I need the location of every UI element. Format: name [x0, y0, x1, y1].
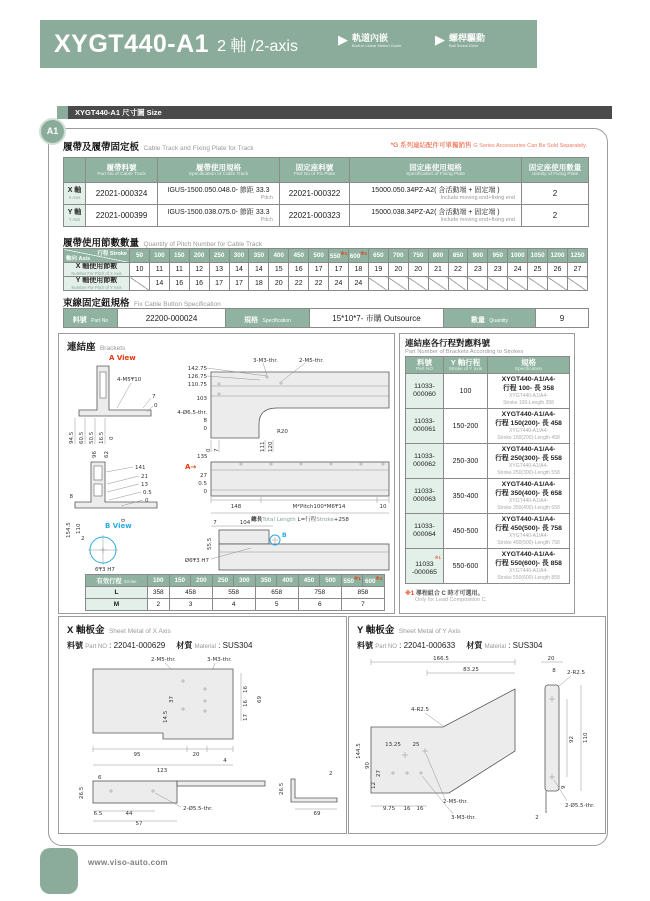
stroke-col: 750: [408, 249, 428, 263]
svg-text:26.5: 26.5: [279, 782, 285, 795]
svg-text:0: 0: [206, 448, 212, 452]
y-axis-pitch-label: Y 軸使用節數 Number For Pitch of Y Axis: [64, 277, 130, 291]
svg-text:57: 57: [135, 821, 143, 827]
length-cell: 358: [148, 587, 170, 599]
svg-text:4-R2.5: 4-R2.5: [411, 707, 430, 713]
lead-composition-note: ※1 導程組合 C 時才可選用。 Only for Lead Composition C.: [405, 591, 488, 603]
svg-text:69: 69: [257, 696, 263, 703]
svg-text:A→: A→: [185, 463, 197, 471]
stroke-col: 1250: [567, 249, 587, 263]
stroke-col: 1200: [548, 249, 568, 263]
svg-text:13.25: 13.25: [385, 742, 401, 748]
svg-text:2: 2: [535, 815, 539, 821]
svg-text:27: 27: [200, 473, 207, 479]
axis-label: X 軸 X Axis: [64, 183, 86, 205]
svg-text:50.5: 50.5: [89, 431, 95, 444]
table-row: [406, 409, 570, 444]
pitch-cell: 16: [289, 263, 309, 277]
pitch-cell: 18: [348, 263, 368, 277]
stroke-col: 600$^{※1}$: [348, 249, 368, 263]
pitch-cell: 19: [368, 263, 388, 277]
pitch-cell: 20: [388, 263, 408, 277]
table-row: [406, 549, 570, 584]
pitch-cell: 14: [149, 277, 169, 291]
svg-text:2-Ø5.5-thr.: 2-Ø5.5-thr.: [183, 806, 213, 812]
pitch-cell: 24: [348, 277, 368, 291]
svg-text:0: 0: [121, 518, 127, 522]
axis-subtitle: 2 軸 /2-axis: [217, 37, 298, 55]
pitch-cell: 18: [249, 277, 269, 291]
pitch-cell-empty: [468, 277, 488, 291]
svg-text:110.75: 110.75: [187, 382, 207, 388]
pitch-cell: 22: [289, 277, 309, 291]
table-row: [64, 205, 589, 227]
brackets-drawing: [61, 350, 391, 572]
pitch-cell: 26: [548, 263, 568, 277]
pitch-cell: 22: [448, 263, 468, 277]
a1-badge: A1: [39, 118, 66, 145]
bracket-spec: XYGT440-A1/A4- 行程 100- 長 358 XYGT440-A1/A4- Stroke 100-Length 358: [488, 374, 570, 409]
svg-text:90: 90: [365, 762, 371, 769]
part-no: 22021-000399: [86, 205, 158, 227]
part-no: ※1 11033 -000065: [406, 549, 444, 584]
stroke-col: 550$^{※1}$: [329, 249, 349, 263]
stroke-label: 有效行程 Stroke: [86, 575, 148, 587]
table-row: [64, 183, 589, 205]
size-bar: XYGT440-A1 尺寸圖 Size: [68, 106, 612, 119]
svg-text:3-M3-thr.: 3-M3-thr.: [451, 815, 476, 821]
pitch-cell-empty: [408, 277, 428, 291]
pitch-cell-empty: [388, 277, 408, 291]
stroke-col: 350: [255, 575, 277, 587]
col-header: 規格 Specification: [488, 357, 570, 374]
pitch-cell: 11: [169, 263, 189, 277]
pitch-cell: 13: [209, 263, 229, 277]
row-label: L: [86, 587, 148, 599]
col-header: 料號 Part NO: [406, 357, 444, 374]
table-row: [406, 374, 570, 409]
pitch-cell: 16: [189, 277, 209, 291]
stroke-col: 150: [169, 575, 191, 587]
pitch-cell-empty: [448, 277, 468, 291]
svg-text:0: 0: [145, 498, 149, 504]
svg-text:6₸3 H7: 6₸3 H7: [95, 567, 115, 572]
stroke-col: 100: [149, 249, 169, 263]
stroke-col: 400: [269, 249, 289, 263]
row-label: M: [86, 599, 148, 611]
qty: 2: [522, 205, 589, 227]
length-cell: 558: [212, 587, 255, 599]
feature-2-en: Ball Screw Drive: [449, 43, 479, 48]
svg-text:13: 13: [141, 482, 148, 488]
bracket-spec: XYGT440-A1/A4- 行程 450(500)- 長 758 XYGT440-A1/A4- Stroke 450(500)-Length 758: [488, 514, 570, 549]
table-row: [406, 514, 570, 549]
stroke-col: 550$^{※1}$: [341, 575, 363, 587]
bracket-parts-box: [399, 333, 575, 614]
corner-blank: [64, 158, 86, 183]
svg-text:8: 8: [69, 494, 73, 500]
svg-text:62: 62: [104, 451, 110, 458]
stroke-col: 400: [277, 575, 299, 587]
m-cell: 6: [298, 599, 341, 611]
svg-text:154.5: 154.5: [66, 522, 72, 538]
part-no: 11033- 000061: [406, 409, 444, 444]
col-header: 履帶料號 Part No of Cable Track: [86, 158, 158, 183]
svg-text:16: 16: [243, 700, 249, 707]
brackets-box: [58, 333, 395, 614]
stroke-range: 150-200: [444, 409, 488, 444]
svg-text:37: 37: [169, 696, 175, 703]
svg-text:2: 2: [329, 771, 333, 777]
fix-part-no: 22021-000323: [280, 205, 350, 227]
length-cell: 458: [169, 587, 212, 599]
feature-1-en: Built-in Linear Motion Guide: [352, 43, 402, 48]
pitch-cell: 10: [130, 263, 150, 277]
part-no: 11033- 000062: [406, 444, 444, 479]
pitch-cell: 15: [269, 263, 289, 277]
pitch-cell: 20: [269, 277, 289, 291]
button-part-no: 22200-000024: [118, 309, 226, 328]
cable-button-section-title: 束線固定鈕規格 Fix Cable Button Specification: [63, 298, 221, 309]
length-row: [86, 587, 385, 599]
pitch-x-row: [64, 263, 588, 277]
svg-text:120: 120: [268, 441, 274, 452]
stroke-col: 250: [209, 249, 229, 263]
svg-text:95: 95: [133, 752, 141, 758]
pitch-y-row: [64, 277, 588, 291]
fix-part-no: 22021-000322: [280, 183, 350, 205]
bracket-spec: XYGT440-A1/A4- 行程 550(600)- 長 858 XYGT440-A1/A4- Stroke 550(600)-Length 858: [488, 549, 570, 584]
svg-text:3-M3-thr.: 3-M3-thr.: [207, 657, 232, 663]
svg-text:103: 103: [196, 396, 207, 402]
sheet-x-drawing: [65, 653, 340, 828]
svg-text:B View: B View: [105, 522, 132, 530]
qty: 2: [522, 183, 589, 205]
stroke-range: 450-500: [444, 514, 488, 549]
sheet-y-partline: 料號 Part NO : 22041-000633 材質 Material : SUS304: [357, 641, 543, 650]
stroke-range: 100: [444, 374, 488, 409]
g-series-note: *G 系列連結配件可單獨銷售 G Series Accessories Can Be Sold Separately.: [390, 142, 587, 149]
svg-text:0: 0: [203, 489, 207, 495]
pitch-cell: 24: [329, 277, 349, 291]
svg-text:17: 17: [243, 714, 249, 721]
svg-text:6: 6: [98, 775, 102, 781]
svg-text:0: 0: [154, 403, 158, 409]
svg-text:2-M5-thr.: 2-M5-thr.: [299, 358, 324, 364]
m-row: [86, 599, 385, 611]
svg-text:111: 111: [260, 441, 266, 452]
fix-spec: 15000.038.34PZ-A2( 含活動端 + 固定端 ) Include moving end+fixing end: [350, 205, 522, 227]
stroke-col: 950: [488, 249, 508, 263]
svg-text:148: 148: [230, 504, 242, 510]
pitch-cell-empty: [130, 277, 150, 291]
stroke-col: 450: [298, 575, 320, 587]
feature-2: [435, 33, 485, 49]
stroke-range: 550-600: [444, 549, 488, 584]
svg-text:A View: A View: [109, 354, 136, 362]
axis-label: Y 軸 Y Axis: [64, 205, 86, 227]
stroke-col: 200: [189, 249, 209, 263]
col-header: Y 軸行程 Stroke of Y axis: [444, 357, 488, 374]
pitch-cell: 17: [229, 277, 249, 291]
stroke-col: 450: [289, 249, 309, 263]
length-cell: 658: [255, 587, 298, 599]
svg-text:83.25: 83.25: [463, 667, 479, 673]
pitch-cell: 21: [428, 263, 448, 277]
svg-text:4-Ø6.5-thr.: 4-Ø6.5-thr.: [177, 410, 207, 416]
pitch-cell: 22: [309, 277, 329, 291]
pitch-cell-empty: [428, 277, 448, 291]
size-bar-chip: [57, 106, 68, 119]
pitch-cell-empty: [528, 277, 548, 291]
button-qty: 9: [536, 309, 589, 328]
stroke-col: 250: [212, 575, 234, 587]
feature-1: [338, 33, 401, 49]
header-band: [40, 20, 537, 68]
pitch-section-title: 履帶使用節數數量 Quantity of Pitch Number for Cable Track: [63, 238, 262, 249]
svg-text:R20: R20: [277, 429, 288, 435]
pitch-cell: 12: [189, 263, 209, 277]
stroke-col: 350: [249, 249, 269, 263]
pitch-cell: 23: [468, 263, 488, 277]
svg-text:69: 69: [313, 811, 321, 817]
arrow-icon: ▶: [435, 32, 445, 47]
stroke-col: 900: [468, 249, 488, 263]
svg-text:144.5: 144.5: [356, 743, 362, 759]
stroke-col: 500: [309, 249, 329, 263]
track-section-title: 履帶及履帶固定板 Cable Track and Fixing Plate for Track: [63, 142, 254, 153]
pitch-cell: 16: [169, 277, 189, 291]
brackets-title: 連結座 Brackets: [67, 342, 126, 353]
stroke-range: 350-400: [444, 479, 488, 514]
part-no: 11033- 000064: [406, 514, 444, 549]
col-header: 固定座使用數量 Uantity of Fixing Plate: [522, 158, 589, 183]
part-no: 22021-000324: [86, 183, 158, 205]
svg-text:7: 7: [213, 520, 217, 526]
svg-text:3-M3-thr.: 3-M3-thr.: [253, 358, 278, 364]
pitch-cell-empty: [548, 277, 568, 291]
bracket-spec: XYGT440-A1/A4- 行程 350(400)- 長 658 XYGT440-A1/A4- Stroke 350(400)-Length 658: [488, 479, 570, 514]
stroke-axis-corner: 行程 Stroke 軸向 Axis: [64, 249, 130, 263]
effective-stroke-table: [85, 574, 385, 611]
svg-text:21: 21: [141, 474, 148, 480]
table-row: [406, 479, 570, 514]
svg-text:16: 16: [243, 686, 249, 693]
svg-text:M*Pitch100*M6₸14: M*Pitch100*M6₸14: [292, 504, 346, 510]
svg-text:B: B: [282, 532, 287, 539]
m-cell: 2: [148, 599, 170, 611]
dimension-panel: [48, 128, 608, 846]
length-cell: 758: [298, 587, 341, 599]
stroke-col: 200: [191, 575, 213, 587]
svg-text:96: 96: [92, 451, 98, 458]
bracket-parts-table: [405, 356, 570, 584]
part-no: 11033- 000060: [406, 374, 444, 409]
label-part-no: 料號 Part No: [64, 309, 118, 328]
pitch-cell: 23: [488, 263, 508, 277]
svg-text:60.5: 60.5: [79, 431, 85, 444]
svg-text:126.75: 126.75: [187, 374, 207, 380]
sheet-y-title: Y 軸板金 Sheet Metal of Y Axis: [357, 625, 461, 636]
svg-text:4: 4: [223, 758, 227, 764]
svg-text:9.75: 9.75: [382, 806, 396, 812]
svg-text:6.5: 6.5: [93, 811, 103, 817]
sheet-x-title: X 軸板金 Sheet Metal of X Axis: [67, 625, 171, 636]
label-spec: 規格 Specification: [226, 309, 310, 328]
bracket-spec: XYGT440-A1/A4- 行程 250(300)- 長 558 XYGT440-A1/A4- Stroke 250(300)-Length 558: [488, 444, 570, 479]
stroke-range: 250-300: [444, 444, 488, 479]
svg-text:8: 8: [203, 418, 207, 424]
stroke-col: 1000: [508, 249, 528, 263]
pitch-cell-empty: [508, 277, 528, 291]
svg-text:8: 8: [552, 668, 556, 674]
part-no: 11033- 000063: [406, 479, 444, 514]
stroke-col: 100: [148, 575, 170, 587]
svg-text:14.5: 14.5: [163, 710, 169, 723]
sheet-y-drawing: [353, 651, 603, 829]
stroke-col: 600$^{※1}$: [363, 575, 385, 587]
svg-text:9: 9: [561, 785, 567, 789]
table-row: [406, 444, 570, 479]
svg-text:123: 123: [156, 768, 168, 774]
stroke-col: 1050: [528, 249, 548, 263]
pitch-cell: 14: [249, 263, 269, 277]
viso-logo: [40, 848, 78, 894]
svg-text:142.75: 142.75: [187, 366, 207, 372]
svg-text:94.5: 94.5: [69, 431, 75, 444]
pitch-header-row: [64, 249, 588, 263]
svg-text:7: 7: [214, 448, 220, 452]
svg-text:110: 110: [583, 732, 589, 743]
label-qty: 數量 Quantity: [444, 309, 536, 328]
svg-text:2: 2: [81, 536, 85, 542]
svg-text:104: 104: [239, 520, 251, 526]
svg-text:0.5: 0.5: [143, 490, 152, 496]
button-spec: 15*10*7- 市購 Outsource: [310, 309, 444, 328]
svg-text:0: 0: [109, 436, 115, 440]
stroke-col: 500: [320, 575, 342, 587]
feature-2-zh: 螺桿驅動: [449, 33, 486, 43]
m-cell: 5: [255, 599, 298, 611]
stroke-col: 850: [448, 249, 468, 263]
pitch-cell-empty: [567, 277, 587, 291]
svg-text:0: 0: [203, 426, 207, 432]
svg-text:4-M5₸10: 4-M5₸10: [117, 377, 142, 383]
bracket-parts-title: 連結座各行程對應料號 Part Number of Brackets According to Strokes: [405, 338, 524, 355]
svg-text:110: 110: [76, 523, 82, 534]
pitch-cell-empty: [368, 277, 388, 291]
bracket-spec: XYGT440-A1/A4- 行程 150(200)- 長 458 XYGT440-A1/A4- Stroke 150(200)-Length 458: [488, 409, 570, 444]
website-url: www.viso-auto.com: [88, 858, 168, 867]
svg-text:141: 141: [135, 465, 146, 471]
pitch-table: [63, 248, 588, 291]
pitch-cell: 17: [329, 263, 349, 277]
stroke-col: 150: [169, 249, 189, 263]
stroke-col: 800: [428, 249, 448, 263]
svg-text:2-M5-thr.: 2-M5-thr.: [443, 799, 468, 805]
pitch-cell: 24: [508, 263, 528, 277]
x-axis-pitch-label: X 軸使用節數 Number For Pitch of X Axis: [64, 263, 130, 277]
pitch-cell: 27: [567, 263, 587, 277]
col-header: 履帶使用規格 Specification of Cable Track: [158, 158, 280, 183]
svg-text:20: 20: [547, 656, 555, 662]
m-cell: 7: [341, 599, 384, 611]
arrow-icon: ▶: [338, 32, 348, 47]
pitch-cell: 11: [149, 263, 169, 277]
col-header: 固定座使用規格 Specification of Fixing Plate: [350, 158, 522, 183]
svg-text:44: 44: [125, 811, 133, 817]
stroke-col: 650: [368, 249, 388, 263]
svg-text:Ø6₸3 H7: Ø6₸3 H7: [184, 558, 209, 564]
svg-text:16: 16: [403, 806, 411, 812]
svg-text:20: 20: [192, 752, 200, 758]
col-header: 固定座料號 Part No of Fix Plate: [280, 158, 350, 183]
m-cell: 3: [169, 599, 212, 611]
svg-text:166.5: 166.5: [433, 656, 449, 662]
sheet-x-box: [58, 616, 347, 834]
svg-text:27: 27: [376, 770, 382, 777]
track-spec: IGUS-1500.050.048.0- 節距 33.3 Pitch: [158, 183, 280, 205]
svg-text:16.5: 16.5: [99, 431, 105, 444]
svg-text:92: 92: [569, 736, 575, 743]
stroke-col: 300: [229, 249, 249, 263]
length-cell: 858: [341, 587, 384, 599]
pitch-cell: 20: [408, 263, 428, 277]
cable-track-table: [63, 157, 589, 227]
svg-text:16: 16: [416, 806, 424, 812]
pitch-cell: 17: [209, 277, 229, 291]
svg-text:10: 10: [379, 504, 387, 510]
stroke-col: 50: [130, 249, 150, 263]
sheet-x-partline: 料號 Part NO : 22041-000629 材質 Material : SUS304: [67, 641, 253, 650]
sheet-y-box: [348, 616, 606, 834]
svg-text:0.5: 0.5: [198, 481, 207, 487]
svg-text:2-R2.5: 2-R2.5: [567, 670, 586, 676]
svg-text:總長Total Length L=行程Stroke+258: 總長Total Length L=行程Stroke+258: [251, 517, 349, 523]
svg-text:2-M5-thr.: 2-M5-thr.: [151, 657, 176, 663]
stroke-col: 700: [388, 249, 408, 263]
stroke-col: 300: [234, 575, 256, 587]
page-title: XYGT440-A1: [54, 29, 210, 58]
svg-text:12: 12: [371, 782, 377, 789]
fix-spec: 15000.050.34PZ-A2( 含活動端 + 固定端 ) Include moving end+fixing end: [350, 183, 522, 205]
track-spec: IGUS-1500.038.075.0- 節距 33.3 Pitch: [158, 205, 280, 227]
svg-text:2-Ø5.5-thr.: 2-Ø5.5-thr.: [565, 803, 595, 809]
feature-1-zh: 軌道內嵌: [352, 33, 389, 43]
svg-text:26.5: 26.5: [79, 786, 85, 799]
m-cell: 4: [212, 599, 255, 611]
pitch-cell-empty: [488, 277, 508, 291]
svg-text:55.5: 55.5: [207, 537, 213, 550]
pitch-cell: 25: [528, 263, 548, 277]
pitch-cell: 17: [309, 263, 329, 277]
svg-text:7: 7: [152, 394, 156, 400]
svg-text:135: 135: [197, 454, 208, 460]
svg-text:25: 25: [412, 742, 420, 748]
cable-button-table: [63, 308, 589, 328]
pitch-cell: 14: [229, 263, 249, 277]
